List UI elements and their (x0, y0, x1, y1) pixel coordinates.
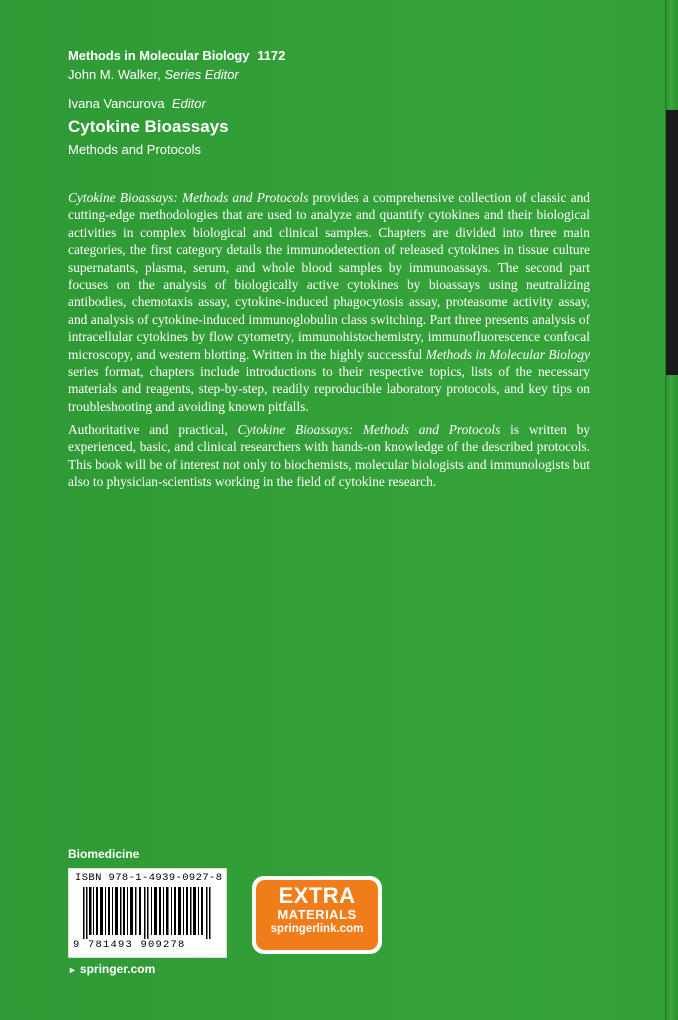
extra-materials-badge[interactable] (252, 876, 382, 954)
series-editor-role: Series Editor (164, 67, 239, 82)
badge-extra: EXTRA (278, 883, 356, 908)
series-name: Methods in Molecular Biology (68, 48, 250, 63)
volume-editor-name: Ivana Vancurova (68, 96, 165, 111)
p1-text-a: provides a comprehensive collection of classic and cutting-edge methodologies that are used to analyze and quantify cytokines and their biological activities in complex biological and clinical samples. Chapters are divided into three main categories, the first category details the immunodetection of released cytokines in tissue culture supernatants, plasma, serum, and whole blood samples by immunoassays. The second part focuses on the analysis of biologically active cytokines by bioassays using neutralizing antibodies, chemotaxis assay, cytokine-induced phagocytosis assay, proteasome activity assay, and analysis of cytokine-induced immunoglobulin class switching. Part three presents analysis of intracellular cytokines by flow cytometry, immunohistochemistry, immunofluorescence confocal microscopy, and western blotting. Written in the highly successful (68, 190, 591, 362)
volume-editor-role: Editor (171, 96, 206, 111)
badge-inner (256, 880, 378, 950)
isbn-barcode (68, 868, 227, 958)
isbn-label: ISBN 978-1-4939-0927-8 (75, 872, 223, 884)
badge-link: springerlink.com (270, 923, 364, 935)
p1-text-b: series format, chapters include introductions to their respective topics, lists of the necessary materials and reagents, step-by-step, readily reproducible laboratory protocols, and key tips on troubleshooting and avoiding known pitfalls. (68, 364, 590, 414)
series-title (68, 48, 285, 63)
description-paragraph-2 (68, 421, 590, 491)
arrow-icon: ► (68, 965, 77, 975)
springer-link[interactable] (68, 962, 155, 976)
series-volume: 1172 (257, 48, 286, 63)
p1-title-italic: Cytokine Bioassays: Methods and Protocols (68, 190, 309, 205)
barcode-bars (75, 887, 220, 939)
series-editor (68, 67, 239, 82)
spine-dark-band (666, 110, 678, 375)
p2-title-italic: Cytokine Bioassays: Methods and Protocols (237, 422, 501, 437)
p1-series-italic: Methods in Molecular Biology (425, 346, 590, 362)
springer-link-text: springer.com (79, 962, 156, 976)
badge-materials: MATERIALS (277, 907, 357, 922)
subject-category: Biomedicine (68, 847, 140, 861)
p2-text-a: Authoritative and practical, (68, 422, 238, 437)
series-editor-name: John M. Walker, (68, 67, 161, 82)
book-title: Cytokine Bioassays (68, 117, 229, 136)
p2-text-b: is written by experienced, basic, and clinical researchers with hands-on knowledge of the described protocols. This book will be of interest not only to biochemists, molecular biologists and immunologists but also to physician-scientists working in the field of cytokine research. (68, 422, 591, 490)
book-subtitle: Methods and Protocols (68, 142, 201, 157)
description-paragraph-1 (68, 189, 590, 415)
volume-editor (68, 96, 206, 111)
barcode-digits: 9 781493 909278 (73, 939, 186, 951)
